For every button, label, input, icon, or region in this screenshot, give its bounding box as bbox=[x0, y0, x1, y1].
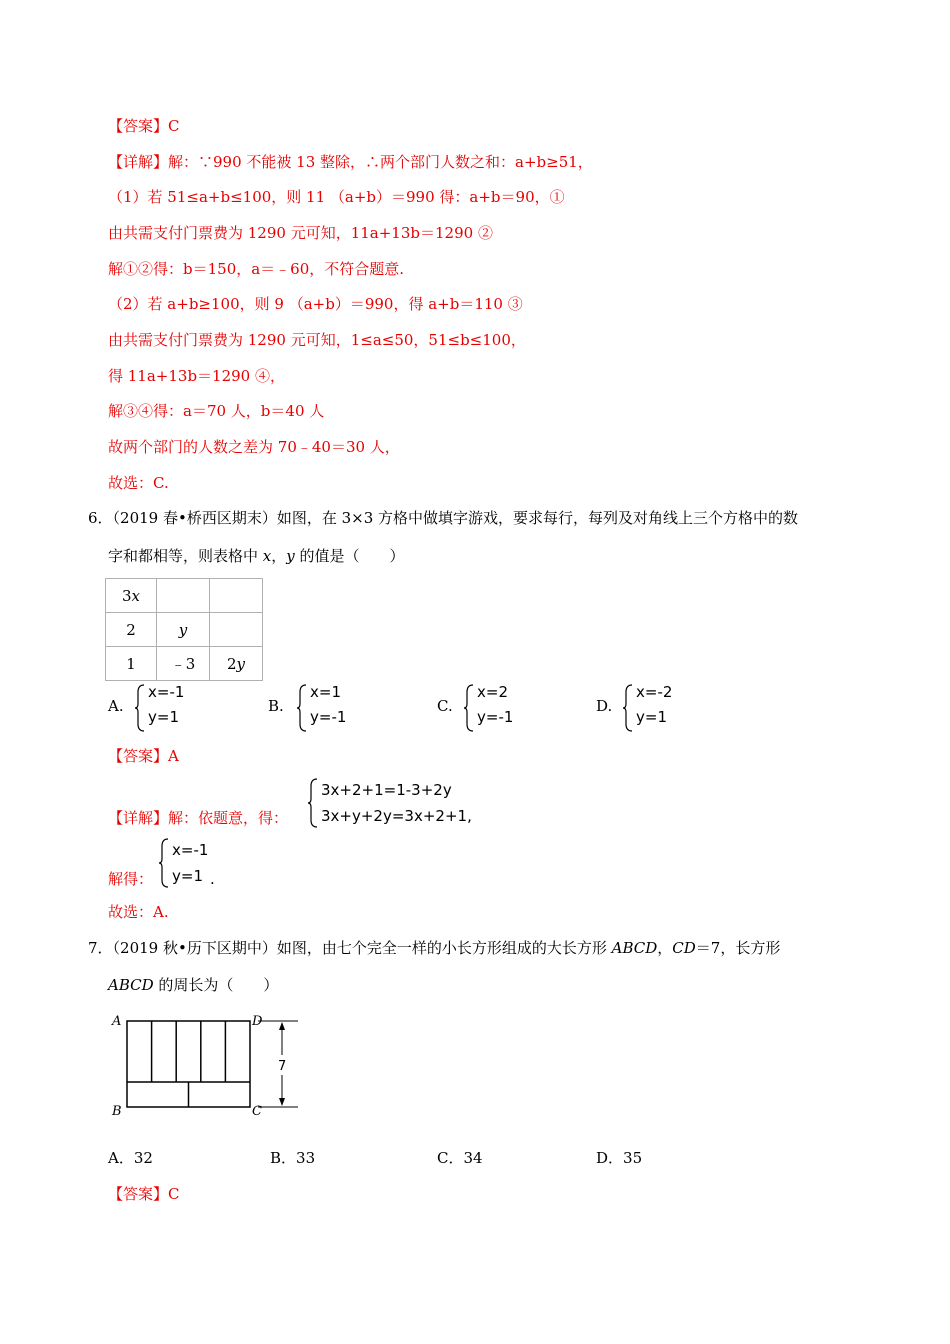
question-text: 字和都相等，则表格中 bbox=[108, 547, 263, 565]
q5-detail-line-10: 故选：C. bbox=[108, 474, 169, 492]
q7-stem-line-1 bbox=[88, 938, 780, 958]
detail-label: 【详解】 bbox=[108, 809, 169, 827]
var-y: y bbox=[286, 547, 295, 565]
grid-cell: 2y bbox=[210, 647, 263, 681]
option-system bbox=[636, 680, 672, 730]
q6-final: 故选：A. bbox=[108, 903, 169, 921]
equation: x=-2 bbox=[636, 683, 673, 701]
solve-system bbox=[172, 837, 208, 889]
detail-text: 解：依题意，得： bbox=[168, 809, 289, 827]
q6-stem-line-1 bbox=[88, 508, 798, 528]
segment-name: CD bbox=[672, 939, 696, 957]
equation: y=-1 bbox=[310, 708, 347, 726]
option-value: 35 bbox=[623, 1149, 643, 1167]
question-text: （2019 春•桥西区期末）如图，在 3×3 方格中做填字游戏，要求每行，每列及对角线上三个方格中的数 bbox=[112, 509, 799, 527]
q5-answer bbox=[108, 116, 180, 136]
brace-icon bbox=[296, 684, 308, 732]
q6-detail bbox=[108, 808, 288, 828]
q5-detail-line-1 bbox=[108, 152, 593, 172]
q6-stem-line-2 bbox=[108, 546, 405, 566]
option-letter: B． bbox=[270, 1149, 297, 1167]
question-text: ＝7，长方形 bbox=[695, 939, 781, 957]
brace-icon bbox=[134, 684, 146, 732]
option-letter: A. bbox=[108, 697, 124, 715]
grid-cell: 1 bbox=[106, 647, 157, 681]
equation: 3x+2+1=1-3+2y bbox=[321, 781, 452, 799]
equation: x=1 bbox=[310, 683, 341, 701]
answer-label: 【答案】 bbox=[108, 747, 169, 765]
equation: x=-1 bbox=[172, 841, 209, 859]
q7-answer bbox=[108, 1184, 180, 1204]
q7-option-c[interactable] bbox=[437, 1148, 483, 1168]
option-system bbox=[477, 680, 513, 730]
arrow-up-icon bbox=[279, 1022, 285, 1030]
rect-name: ABCD bbox=[108, 976, 154, 994]
q5-detail-line-8: 解③④得：a＝70 人，b＝40 人 bbox=[108, 402, 325, 420]
comma: ， bbox=[271, 547, 287, 565]
q7-option-a[interactable] bbox=[108, 1148, 153, 1168]
q6-option-b[interactable] bbox=[268, 680, 418, 736]
comma: ， bbox=[657, 939, 673, 957]
label-dimension: 7 bbox=[278, 1059, 287, 1074]
option-value: 32 bbox=[133, 1149, 153, 1167]
question-number: 7． bbox=[88, 939, 113, 957]
q5-detail-line-3: 由共需支付门票费为 1290 元可知，11a+13b＝1290 ② bbox=[108, 224, 493, 242]
detail-text: 解：∵990 不能被 13 整除，∴两个部门人数之和：a+b≥51， bbox=[168, 153, 593, 171]
detail-system bbox=[321, 777, 472, 829]
q5-detail-line-7: 得 11a+13b＝1290 ④， bbox=[108, 367, 285, 385]
option-letter: C. bbox=[437, 697, 453, 715]
equation: 3x+y+2y=3x+2+1 bbox=[321, 807, 468, 825]
q6-solve-label: 解得： bbox=[108, 870, 154, 888]
option-letter: D. bbox=[596, 697, 613, 715]
answer-value: C bbox=[168, 117, 180, 135]
answer-value: A bbox=[168, 747, 179, 765]
equation: y=-1 bbox=[477, 708, 514, 726]
grid-row bbox=[106, 647, 263, 681]
answer-label: 【答案】 bbox=[108, 117, 169, 135]
equation: x=-1 bbox=[148, 683, 185, 701]
equation: y=1 bbox=[636, 708, 667, 726]
option-system bbox=[310, 680, 346, 730]
rect-name: ABCD bbox=[611, 939, 658, 957]
q5-detail-line-2: （1）若 51≤a+b≤100，则 11 （a+b）＝990 得：a+b＝90，① bbox=[108, 188, 565, 206]
q5-detail-line-9: 故两个部门的人数之差为 70﹣40＝30 人， bbox=[108, 438, 400, 456]
option-system bbox=[148, 680, 184, 730]
q5-detail-line-5: （2）若 a+b≥100，则 9 （a+b）＝990，得 a+b＝110 ③ bbox=[108, 295, 523, 313]
brace-icon bbox=[463, 684, 475, 732]
question-text: 的周长为（ ） bbox=[153, 976, 279, 994]
label-c: C bbox=[252, 1104, 262, 1115]
q5-detail-line-4: 解①②得：b＝150，a＝﹣60，不符合题意. bbox=[108, 260, 405, 278]
grid-cell bbox=[210, 579, 263, 613]
option-value: 34 bbox=[463, 1149, 483, 1167]
equation: y=1 bbox=[172, 867, 203, 885]
grid-cell bbox=[210, 613, 263, 647]
option-letter: C． bbox=[437, 1149, 464, 1167]
equation: x=2 bbox=[477, 683, 508, 701]
q6-option-c[interactable] bbox=[437, 680, 587, 736]
grid-cell: ﹣3 bbox=[157, 647, 210, 681]
equation: y=1 bbox=[148, 708, 179, 726]
grid-row bbox=[106, 613, 263, 647]
solve-dot: . bbox=[210, 870, 215, 888]
option-letter: A． bbox=[108, 1149, 134, 1167]
q7-stem-line-2 bbox=[108, 975, 278, 995]
var-x: x bbox=[262, 547, 272, 565]
comma: , bbox=[467, 807, 472, 825]
answer-value: C bbox=[168, 1185, 180, 1203]
q6-option-d[interactable] bbox=[596, 680, 746, 736]
grid-cell: 3x bbox=[106, 579, 157, 613]
question-number: 6． bbox=[88, 509, 113, 527]
magic-square-grid bbox=[105, 578, 263, 681]
arrow-down-icon bbox=[279, 1098, 285, 1106]
q7-option-b[interactable] bbox=[270, 1148, 315, 1168]
label-a: A bbox=[112, 1014, 122, 1029]
option-value: 33 bbox=[296, 1149, 316, 1167]
q7-option-d[interactable] bbox=[596, 1148, 642, 1168]
option-letter: D． bbox=[596, 1149, 624, 1167]
label-d: D bbox=[252, 1014, 263, 1029]
question-text: 的值是（ ） bbox=[294, 547, 405, 565]
q6-answer bbox=[108, 746, 179, 766]
q5-detail-line-6: 由共需支付门票费为 1290 元可知，1≤a≤50，51≤b≤100， bbox=[108, 331, 526, 349]
grid-cell: y bbox=[157, 613, 210, 647]
question-text: （2019 秋•历下区期中）如图，由七个完全一样的小长方形组成的大长方形 bbox=[112, 939, 612, 957]
q6-option-a[interactable] bbox=[108, 680, 258, 736]
grid-cell: 2 bbox=[106, 613, 157, 647]
grid-row bbox=[106, 579, 263, 613]
brace-icon bbox=[307, 778, 319, 828]
grid-cell bbox=[157, 579, 210, 613]
option-letter: B. bbox=[268, 697, 284, 715]
rectangle-figure bbox=[108, 1005, 308, 1115]
detail-label: 【详解】 bbox=[108, 153, 169, 171]
label-b: B bbox=[112, 1104, 122, 1115]
brace-icon bbox=[622, 684, 634, 732]
brace-icon bbox=[158, 838, 170, 888]
answer-label: 【答案】 bbox=[108, 1185, 169, 1203]
